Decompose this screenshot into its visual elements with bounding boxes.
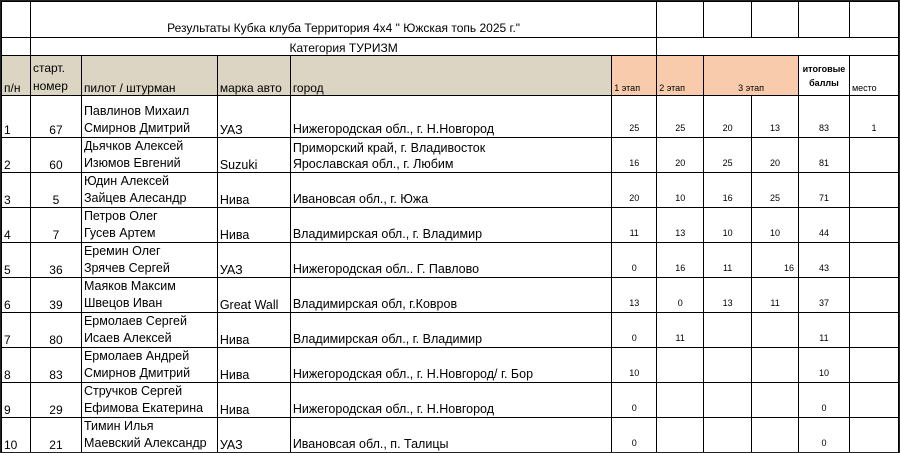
total-score: 43 [798, 243, 849, 278]
total-score: 11 [798, 313, 849, 348]
car-brand: Нива [217, 208, 290, 243]
stage-3a-score: 25 [704, 138, 752, 173]
start-number: 67 [30, 96, 81, 138]
city-cell [290, 96, 611, 138]
start-number: 80 [30, 313, 81, 348]
city-cell [290, 383, 611, 418]
header-stage-2: 2 этап [657, 56, 704, 96]
city-cell [290, 173, 611, 208]
total-score: 0 [798, 418, 849, 453]
navigator-name: Зайцев Алесандр [83, 191, 187, 205]
crew-cell [81, 313, 217, 348]
crew-cell [81, 208, 217, 243]
place-value [849, 138, 898, 173]
city-line-1: Приморский край, г. Владивосток [292, 141, 486, 155]
table-row [2, 138, 899, 173]
stage-2-score: 13 [657, 208, 704, 243]
stage-2-score: 25 [657, 96, 704, 138]
total-score: 37 [798, 278, 849, 313]
start-number: 29 [30, 383, 81, 418]
stage-3a-score [704, 348, 752, 383]
pilot-name: Павлинов Михаил [83, 104, 190, 118]
stage-1-score: 0 [612, 418, 657, 453]
row-number: 10 [2, 418, 31, 453]
place-value [849, 348, 898, 383]
navigator-name: Зрячев Сергей [83, 261, 170, 275]
pilot-name: Ермолаев Сергей [83, 314, 187, 328]
car-brand: Great Wall [217, 278, 290, 313]
city-line-2: Владимирская обл., г. Владимир [292, 332, 483, 346]
pilot-name: Тимин Илья [83, 419, 154, 433]
table-row [2, 418, 899, 453]
stage-3b-score: 16 [752, 243, 799, 278]
navigator-name: Исаев Алексей [83, 331, 172, 345]
stage-1-score: 0 [612, 243, 657, 278]
city-line-2: Нижегородская обл., г. Н.Новгород [292, 402, 495, 416]
pilot-name: Стручков Сергей [83, 384, 183, 398]
stage-2-score: 16 [657, 243, 704, 278]
car-brand: Нива [217, 313, 290, 348]
city-cell [290, 138, 611, 173]
stage-1-score: 11 [612, 208, 657, 243]
header-total: итоговые баллы [798, 56, 849, 96]
table-row [2, 348, 899, 383]
stage-1-score: 20 [612, 173, 657, 208]
stage-3a-score: 11 [704, 243, 752, 278]
city-cell [290, 348, 611, 383]
city-line-2: Ивановсая обл., г. Южа [292, 192, 429, 206]
row-number: 8 [2, 348, 31, 383]
results-table [1, 1, 899, 453]
start-number: 60 [30, 138, 81, 173]
table-row [2, 313, 899, 348]
header-stage-1: 1 этап [612, 56, 657, 96]
stage-3a-score: 10 [704, 208, 752, 243]
row-number: 7 [2, 313, 31, 348]
car-brand: Suzuki [217, 138, 290, 173]
city-cell [290, 418, 611, 453]
crew-cell [81, 243, 217, 278]
car-brand: УАЗ [217, 96, 290, 138]
row-number: 5 [2, 243, 31, 278]
city-line-2: Владимирская обл, г.Ковров [292, 297, 458, 311]
stage-1-score: 0 [612, 313, 657, 348]
start-number: 39 [30, 278, 81, 313]
city-line-2: Ивановсая обл., п. Талицы [292, 437, 449, 451]
city-cell [290, 278, 611, 313]
header-stage-3: 3 этап [704, 56, 799, 96]
stage-3a-score: 20 [704, 96, 752, 138]
total-score: 10 [798, 348, 849, 383]
crew-cell [81, 96, 217, 138]
stage-3a-score: 16 [704, 173, 752, 208]
city-cell [290, 243, 611, 278]
city-cell [290, 208, 611, 243]
navigator-name: Гусев Артем [83, 226, 156, 240]
stage-3b-score: 25 [752, 173, 799, 208]
car-brand: УАЗ [217, 418, 290, 453]
header-city: город [290, 56, 611, 96]
stage-2-score [657, 348, 704, 383]
start-number: 7 [30, 208, 81, 243]
start-number: 83 [30, 348, 81, 383]
place-value [849, 418, 898, 453]
stage-3b-score [752, 418, 799, 453]
navigator-name: Маевский Александр [83, 436, 207, 450]
total-score: 71 [798, 173, 849, 208]
place-value [849, 243, 898, 278]
start-number: 21 [30, 418, 81, 453]
crew-cell [81, 278, 217, 313]
table-row [2, 243, 899, 278]
header-start-number: старт. номер [30, 56, 81, 96]
table-row [2, 208, 899, 243]
pilot-name: Петров Олег [83, 209, 158, 223]
total-score: 44 [798, 208, 849, 243]
stage-1-score: 10 [612, 348, 657, 383]
car-brand: Нива [217, 173, 290, 208]
stage-3b-score [752, 313, 799, 348]
table-row [2, 278, 899, 313]
car-brand: Нива [217, 348, 290, 383]
stage-3b-score: 20 [752, 138, 799, 173]
blank-cell [2, 2, 31, 38]
crew-cell [81, 383, 217, 418]
start-number: 36 [30, 243, 81, 278]
city-line-2: Владимирская обл., г. Владимир [292, 227, 483, 241]
place-value [849, 278, 898, 313]
crew-cell [81, 138, 217, 173]
row-number: 4 [2, 208, 31, 243]
pilot-name: Маяков Максим [83, 279, 176, 293]
stage-3b-score [752, 348, 799, 383]
stage-2-score: 10 [657, 173, 704, 208]
place-value: 1 [849, 96, 898, 138]
row-number: 1 [2, 96, 31, 138]
stage-3a-score: 13 [704, 278, 752, 313]
row-number: 9 [2, 383, 31, 418]
table-row [2, 173, 899, 208]
stage-2-score: 11 [657, 313, 704, 348]
stage-2-score: 20 [657, 138, 704, 173]
sheet-title: Результаты Кубка клуба Территория 4х4 " Южская топь 2025 г." [30, 2, 656, 38]
stage-1-score: 16 [612, 138, 657, 173]
stage-3a-score [704, 383, 752, 418]
pilot-name: Еремин Олег [83, 244, 161, 258]
header-place: место [849, 56, 898, 96]
row-number: 6 [2, 278, 31, 313]
table-row [2, 96, 899, 138]
header-pn: п/н [2, 56, 31, 96]
stage-1-score: 13 [612, 278, 657, 313]
total-score: 0 [798, 383, 849, 418]
stage-3a-score [704, 418, 752, 453]
pilot-name: Дьячков Алексей [83, 139, 184, 153]
header-car: марка авто [217, 56, 290, 96]
navigator-name: Смирнов Дмитрий [83, 366, 191, 380]
category-label: Категория ТУРИЗМ [30, 38, 656, 56]
stage-2-score: 0 [657, 278, 704, 313]
header-crew: пилот / штурман [81, 56, 217, 96]
stage-2-score [657, 418, 704, 453]
city-line-2: Нижегородская обл., г. Н.Новгород [292, 122, 495, 136]
place-value [849, 313, 898, 348]
pilot-name: Юдин Алексей [83, 174, 170, 188]
city-line-2: Нижегородская обл.. Г. Павлово [292, 262, 480, 276]
stage-3b-score: 11 [752, 278, 799, 313]
total-score: 81 [798, 138, 849, 173]
stage-2-score [657, 383, 704, 418]
start-number: 5 [30, 173, 81, 208]
car-brand: УАЗ [217, 243, 290, 278]
stage-3b-score: 10 [752, 208, 799, 243]
total-score: 83 [798, 96, 849, 138]
car-brand: Нива [217, 383, 290, 418]
crew-cell [81, 418, 217, 453]
navigator-name: Изюмов Евгений [83, 156, 181, 170]
stage-3a-score [704, 313, 752, 348]
table-row [2, 383, 899, 418]
city-line-2: Ярославская обл., г. Любим [292, 157, 454, 171]
stage-3b-score [752, 383, 799, 418]
navigator-name: Смирнов Дмитрий [83, 121, 191, 135]
stage-3b-score: 13 [752, 96, 799, 138]
crew-cell [81, 348, 217, 383]
navigator-name: Швецов Иван [83, 296, 163, 310]
place-value [849, 208, 898, 243]
stage-1-score: 0 [612, 383, 657, 418]
row-number: 3 [2, 173, 31, 208]
city-cell [290, 313, 611, 348]
city-line-2: Нижегородская обл., г. Н.Новгород/ г. Бор [292, 367, 534, 381]
stage-1-score: 25 [612, 96, 657, 138]
place-value [849, 383, 898, 418]
crew-cell [81, 173, 217, 208]
navigator-name: Ефимова Екатерина [83, 401, 204, 415]
place-value [849, 173, 898, 208]
pilot-name: Ермолаев Андрей [83, 349, 190, 363]
row-number: 2 [2, 138, 31, 173]
